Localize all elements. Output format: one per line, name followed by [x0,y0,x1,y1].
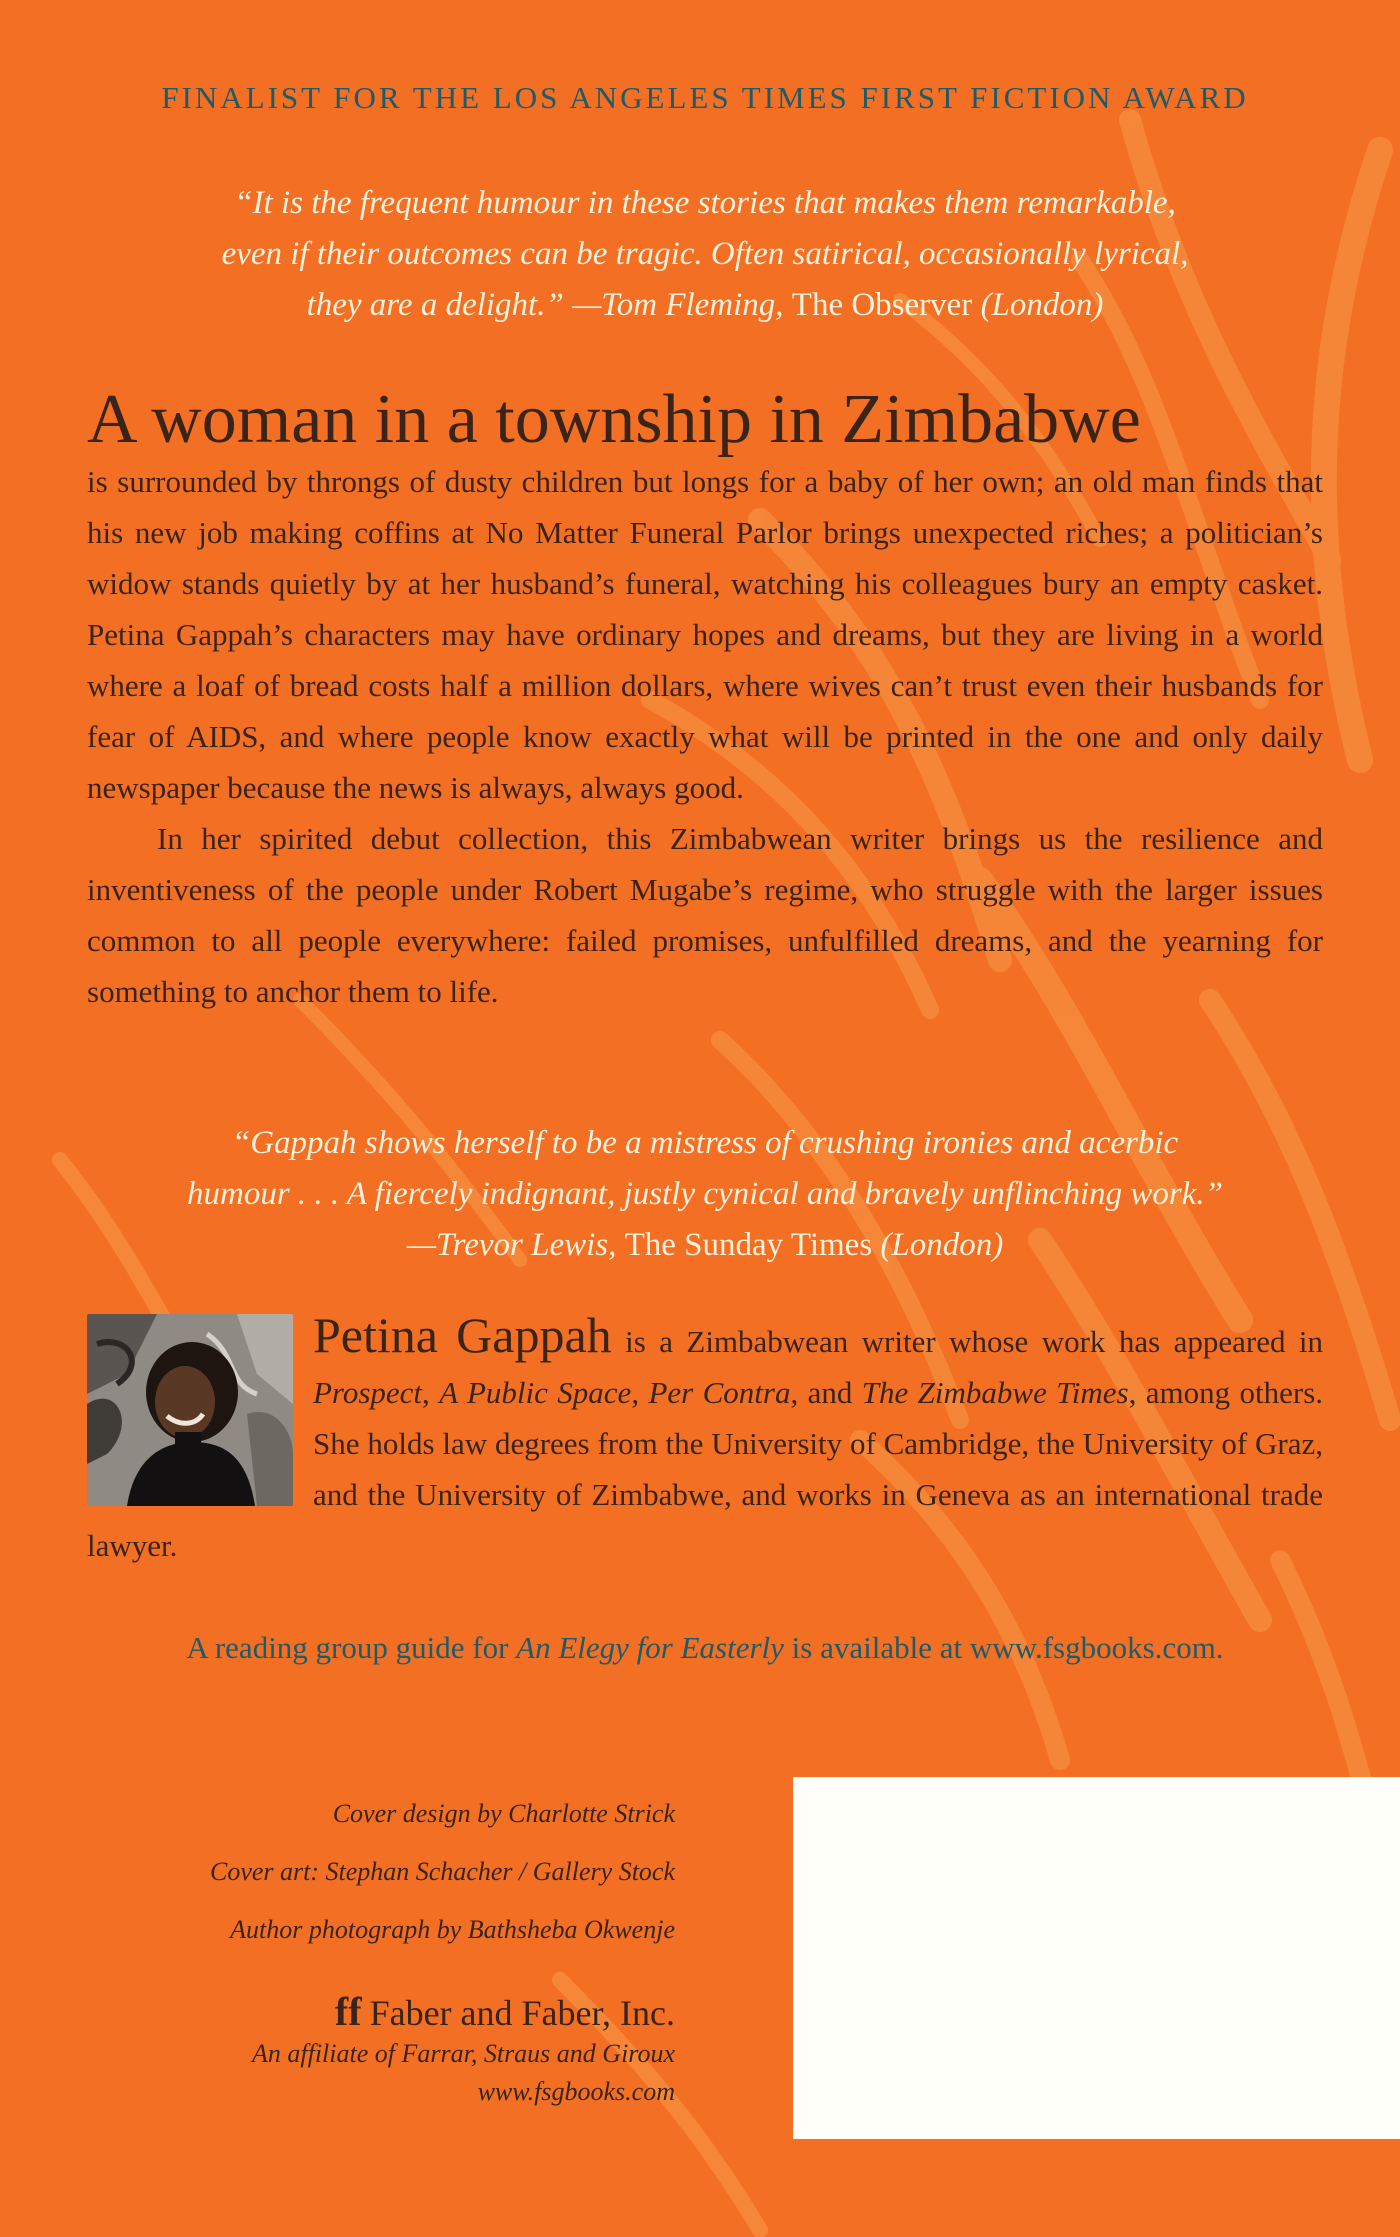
credit-photo: Author photograph by Bathsheba Okwenje [230,1915,675,1944]
publication-title: Prospect [313,1375,423,1410]
guide-book-title: An Elegy for Easterly [516,1630,784,1665]
quote-city: (London) [880,1227,1004,1263]
publication-title: The Zimbabwe Times [861,1375,1129,1410]
quote-source: The Observer [791,287,973,323]
description [87,456,1323,1017]
headline: A woman in a township in Zimbabwe [87,381,1141,458]
quote-line: “It is the frequent humour in these stories that makes them remarkable, [234,185,1176,221]
bio-separator: , [631,1375,649,1410]
publisher-logo: ff [334,1989,362,2034]
bio-text: , among others. She holds law degrees from the University of Cambridge, the University of Graz, and the University of Zimbabwe, and works in Geneva as an international trade lawyer. [87,1375,1324,1563]
description-paragraph: is surrounded by throngs of dusty children but longs for a baby of her own; an old man finds that his new job making coffins at No Matter Funeral Parlor brings unexpected riches; a politician’s widow stands quietly by at her husband’s funeral, watching his colleagues bury an empty casket. Petina Gappah’s characters may have ordinary hopes and dreams, but they are living in a world where a loaf of bread costs half a million dollars, where wives can’t trust even their husbands for fear of AIDS, and where people know exactly what will be printed in the one and only daily newspaper because the news is always, always good. [87,464,1323,805]
quote-line: humour . . . A fiercely indignant, justly cynical and bravely unflinching work.” [186,1176,1223,1212]
quote-text: they are a delight.” —Tom Fleming, [306,287,784,323]
review-quote-sunday-times [87,1118,1323,1271]
bio-separator: , [422,1375,440,1410]
quote-line [87,280,1323,331]
author-name: Petina Gappah [313,1307,612,1363]
publisher-block [87,1990,675,2111]
quote-line: “Gappah shows herself to be a mistress of crushing ironies and acerbic [231,1125,1179,1161]
quote-text: —Trevor Lewis, [406,1227,617,1263]
description-paragraph: In her spirited debut collection, this Zimbabwean writer brings us the resilience and inventiveness of the people under Robert Mugabe’s regime, who struggle with the larger issues common to all people everywhere: failed promises, unfulfilled dreams, and the yearning for something to anchor them to life. [87,821,1323,1009]
guide-text: is available at www.fsgbooks.com. [783,1630,1224,1665]
quote-line: even if their outcomes can be tragic. Often satirical, occasionally lyrical, [221,236,1189,272]
publisher-name-line [87,1990,675,2035]
review-quote-observer [87,178,1323,331]
reading-guide-note [87,1630,1323,1666]
guide-text: A reading group guide for [186,1630,517,1665]
credit-art: Cover art: Stephan Schacher / Gallery Stock [210,1857,675,1886]
publisher-affiliate: An affiliate of Farrar, Straus and Giroux [252,2039,675,2068]
publication-title: A Public Space [439,1375,632,1410]
publisher-name: Faber and Faber, Inc. [369,1993,675,2033]
quote-line [87,1220,1323,1271]
barcode-area [793,1777,1400,2139]
publication-title: Per Contra [648,1375,791,1410]
quote-city: (London) [980,287,1104,323]
author-bio [87,1307,1324,1571]
quote-source: The Sunday Times [624,1227,873,1263]
credit-design: Cover design by Charlotte Strick [332,1799,675,1828]
cover-credits [87,1785,675,1959]
award-banner: FINALIST FOR THE LOS ANGELES TIMES FIRST FICTION AWARD [161,80,1249,115]
author-photo [87,1314,293,1506]
bio-text: is a Zimbabwean writer whose work has appeared in [611,1324,1324,1359]
bio-separator: , and [790,1375,862,1410]
publisher-url: www.fsgbooks.com [477,2077,675,2106]
